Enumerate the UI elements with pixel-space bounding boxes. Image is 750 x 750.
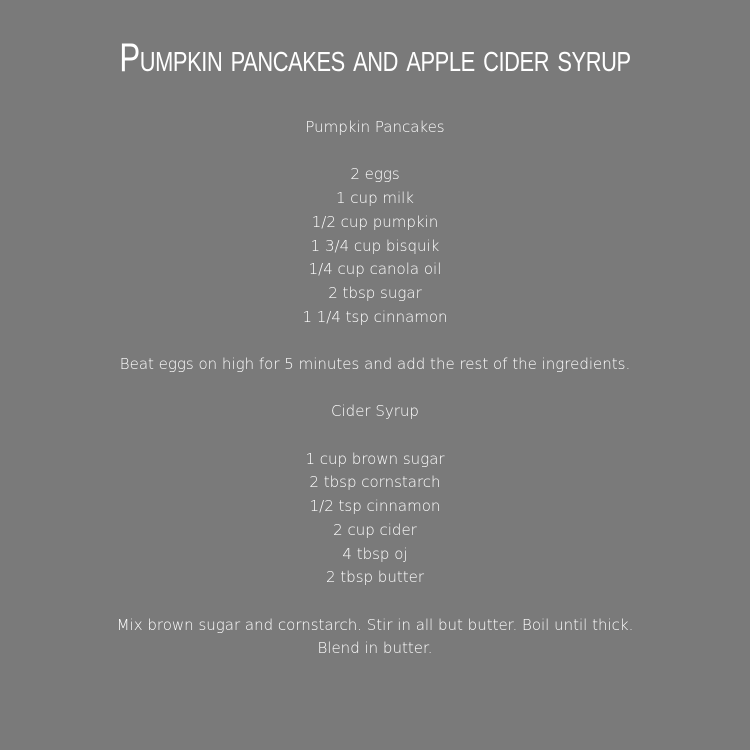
pancake-ingredient: 1 1/4 tsp cinnamon [302,307,448,326]
pancake-ingredient: 1 3/4 cup bisquik [310,236,440,255]
pancake-ingredient: 1 cup milk [336,189,414,208]
pancake-instructions: Beat eggs on high for 5 minutes and add the rest of the ingredients. [119,355,631,373]
syrup-ingredient: 2 tbsp cornstarch [309,473,441,492]
syrup-ingredient: 1 cup brown sugar [305,449,445,468]
pancake-ingredient: 1/4 cup canola oil [308,260,442,279]
recipe-title: Pumpkin pancakes and apple cider syrup [119,36,631,80]
spacer [0,329,750,353]
syrup-instructions-line: Mix brown sugar and cornstarch. Stir in all but butter. Boil until thick. [116,615,634,634]
syrup-ingredient: 1/2 tsp cinnamon [309,497,441,516]
pancake-ingredient: 2 eggs [350,165,400,184]
spacer [0,377,750,401]
syrup-ingredient: 2 cup cider [333,520,417,539]
syrup-heading: Cider Syrup [331,402,419,421]
syrup-ingredient: 4 tbsp oj [342,544,408,563]
spacer [0,590,750,614]
pancake-ingredient: 2 tbsp sugar [328,283,422,302]
recipe-content [0,116,750,661]
syrup-ingredient: 2 tbsp butter [325,568,424,587]
spacer [0,424,750,448]
spacer [0,140,750,164]
pancakes-heading: Pumpkin Pancakes [305,118,445,136]
pancake-ingredient: 1/2 cup pumpkin [311,212,439,231]
syrup-instructions-line: Blend in butter. [317,639,433,658]
